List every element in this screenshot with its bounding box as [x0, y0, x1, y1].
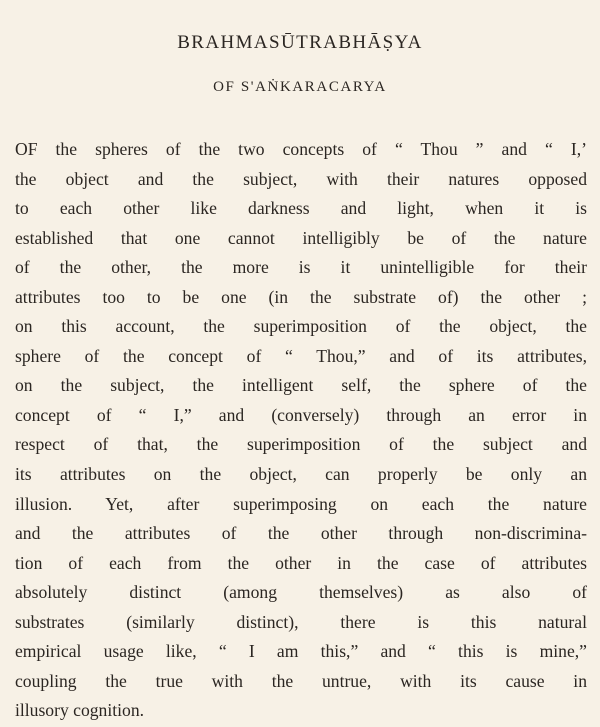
document-subtitle: OF S'AṄKARACARYA	[213, 79, 387, 95]
paragraph-line: concept of “ I,” and (conversely) through an error in	[15, 404, 587, 425]
paragraph-line: to each other like darkness and light, when it is	[15, 198, 587, 219]
paragraph-line: coupling the true with the untrue, with its cause in	[15, 670, 587, 691]
paragraph-line: on this account, the superimposition of the object, the	[15, 316, 587, 337]
paragraph-line: absolutely distinct (among themselves) as also of	[15, 582, 587, 603]
paragraph-line: empirical usage like, “ I am this,” and “ this is mine,”	[15, 641, 587, 662]
paragraph-line: sphere of the concept of “ Thou,” and of its attributes,	[15, 345, 587, 366]
paragraph-line: OF the spheres of the two concepts of “ Thou ” and “ I,’	[15, 139, 587, 159]
paragraph-line: illusory cognition.	[15, 700, 145, 721]
paragraph-line: established that one cannot intelligibly be of the nature	[15, 227, 587, 248]
document-title: BRAHMASŪTRABHĀṢYA	[177, 32, 423, 53]
paragraph-line: illusion. Yet, after superimposing on each the nature	[15, 493, 587, 514]
paragraph-line: and the attributes of the other through non-discrimina-	[15, 523, 587, 544]
paragraph-line: tion of each from the other in the case of attributes	[15, 552, 587, 573]
paragraph-line: the object and the subject, with their natures opposed	[15, 168, 587, 189]
paragraph-line: its attributes on the object, can properly be only an	[15, 464, 587, 485]
paragraph-line: respect of that, the superimposition of the subject and	[15, 434, 587, 455]
paragraph-line: on the subject, the intelligent self, the sphere of the	[15, 375, 587, 396]
paragraph-line: of the other, the more is it unintelligible for their	[15, 257, 587, 278]
paragraph-line: substrates (similarly distinct), there is this natural	[15, 611, 587, 632]
body-paragraph	[15, 135, 587, 726]
paragraph-line: attributes too to be one (in the substrate of) the other ;	[15, 286, 587, 307]
